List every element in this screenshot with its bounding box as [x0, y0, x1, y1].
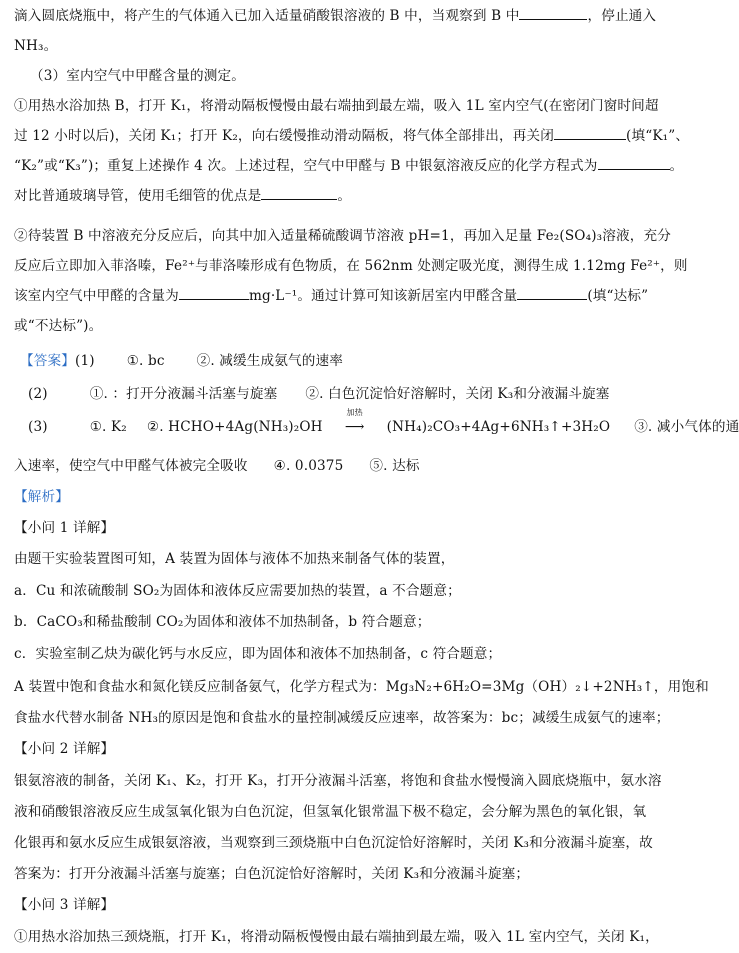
analysis-line: 化银再和氨水反应生成银氨溶液，当观察到三颈烧瓶中白色沉淀恰好溶解时，关闭 K₃和分液漏斗旋塞，故: [14, 835, 653, 851]
question-line: [14, 126, 689, 146]
question-line: NH₃。: [14, 38, 58, 54]
answer-blank: [517, 286, 587, 300]
question-line: 反应后立即加入菲洛嗪，Fe²⁺与菲洛嗪形成有色物质，在 562nm 处测定吸光度，测得生成 1.12mg Fe²⁺，则: [14, 258, 688, 274]
answer-line: [28, 408, 739, 437]
question-text: (填“达标”: [587, 288, 649, 304]
question-text: “K₂”或“K₃”)；重复上述操作 4 次。上述过程，空气中甲醛与 B 中银氨溶液反应的化学方程式为: [14, 158, 598, 174]
question-text: ，停止通入: [587, 8, 657, 24]
equation-products: (NH₄)₂CO₃+4Ag+6NH₃↑+3H₂O: [386, 419, 611, 435]
answer-number: (2): [28, 386, 48, 402]
answer-number: (1): [74, 353, 95, 369]
answer-option: ①. K₂: [89, 419, 127, 435]
analysis-heading: 【解析】: [14, 489, 69, 505]
answer-option: ②. 白色沉淀恰好溶解时，关闭 K₃和分液漏斗旋塞: [305, 386, 610, 402]
analysis-line: ①用热水浴加热三颈烧瓶，打开 K₁，将滑动隔板慢慢由最右端抽到最左端，吸入 1L 室内空气，关闭 K₁，: [14, 929, 659, 945]
analysis-line: 液和硝酸银溶液反应生成氢氧化银为白色沉淀，但氢氧化银常温下极不稳定，会分解为黑色的氧化银，氧: [14, 804, 647, 820]
question-line: [14, 6, 656, 26]
equation-reactants: ②. HCHO+4Ag(NH₃)₂OH: [146, 419, 323, 435]
question-line: [14, 156, 683, 176]
answer-option: ④. 0.0375: [273, 458, 344, 474]
analysis-line: b．CaCO₃和稀盐酸制 CO₂为固体和液体不加热制备，b 符合题意；: [14, 614, 431, 630]
subquestion-title: （3）室内空气中甲醛含量的测定。: [30, 68, 245, 84]
analysis-line: c．实验室制乙炔为碳化钙与水反应，即为固体和液体不加热制备，c 符合题意；: [14, 646, 502, 662]
reaction-arrow: 加热 ⟶: [327, 417, 383, 437]
answer-option: ②. 减缓生成氨气的速率: [196, 353, 343, 369]
arrow-condition: 加热: [346, 408, 363, 417]
answer-option: ①. ：打开分液漏斗活塞与旋塞: [89, 386, 278, 402]
answer-option: ③. 减小气体的通: [634, 419, 739, 435]
answer-blank: [179, 286, 249, 300]
question-text: (填“K₁”、: [626, 128, 690, 144]
question-text: 滴入圆底烧瓶中，将产生的气体通入已加入适量硝酸银溶液的 B 中，当观察到 B 中: [14, 8, 520, 24]
question-text: 过 12 小时以后)，关闭 K₁；打开 K₂，向右缓慢推动滑动隔板，将气体全部排出，再关闭: [14, 128, 555, 144]
question-text: mg·L⁻¹。通过计算可知该新居室内甲醛含量: [248, 288, 518, 304]
answer-heading: 【答案】: [20, 353, 75, 369]
answer-number: (3): [28, 419, 48, 435]
analysis-line: 答案为：打开分液漏斗活塞与旋塞；白色沉淀恰好溶解时，关闭 K₃和分液漏斗旋塞；: [14, 866, 530, 882]
analysis-line: 由题干实验装置图可知，A 装置为固体与液体不加热来制备气体的装置，: [14, 551, 455, 567]
question-line: 或“不达标”)。: [14, 318, 103, 334]
answer-blank: [261, 186, 337, 200]
answer-option: ①. bc: [126, 353, 165, 369]
answer-line: [20, 351, 343, 371]
analysis-line: 银氨溶液的制备，关闭 K₁、K₂，打开 K₃，打开分液漏斗活塞，将饱和食盐水慢慢滴入圆底烧瓶中，氨水溶: [14, 773, 662, 789]
answer-option: ⑤. 达标: [369, 458, 420, 474]
question-line: [14, 186, 351, 206]
answer-line: [28, 384, 610, 404]
q1-title: 【小问 1 详解】: [14, 520, 115, 536]
answer-blank: [554, 126, 626, 140]
answer-option: 入速率，使空气中甲醛气体被完全吸收: [14, 458, 248, 474]
question-line: [14, 286, 648, 306]
question-line: ②待装置 B 中溶液充分反应后，向其中加入适量稀硫酸调节溶液 pH=1，再加入足量 Fe₂(SO₄)₃溶液，充分: [14, 228, 671, 244]
answer-line: [14, 456, 420, 476]
question-line: ①用热水浴加热 B，打开 K₁，将滑动隔板慢慢由最右端抽到最左端，吸入 1L 室内空气(在密闭门窗时间超: [14, 98, 659, 114]
answer-blank: [519, 6, 587, 20]
analysis-line: a．Cu 和浓硫酸制 SO₂为固体和液体反应需要加热的装置，a 不合题意；: [14, 583, 461, 599]
question-text: 该室内空气中甲醛的含量为: [14, 288, 179, 304]
analysis-line: 食盐水代替水制备 NH₃的原因是饱和食盐水的量控制减缓反应速率，故答案为：bc；减缓生成氨气的速率；: [14, 710, 670, 726]
question-text: 对比普通玻璃导管，使用毛细管的优点是: [14, 188, 262, 204]
question-text: 。: [669, 158, 684, 174]
question-text: 。: [337, 188, 352, 204]
q3-title: 【小问 3 详解】: [14, 897, 115, 913]
q2-title: 【小问 2 详解】: [14, 741, 115, 757]
answer-blank: [598, 156, 670, 170]
analysis-line: A 装置中饱和食盐水和氮化镁反应制备氨气，化学方程式为：Mg₃N₂+6H₂O=3Mg（OH）₂↓+2NH₃↑，用饱和: [14, 679, 709, 695]
